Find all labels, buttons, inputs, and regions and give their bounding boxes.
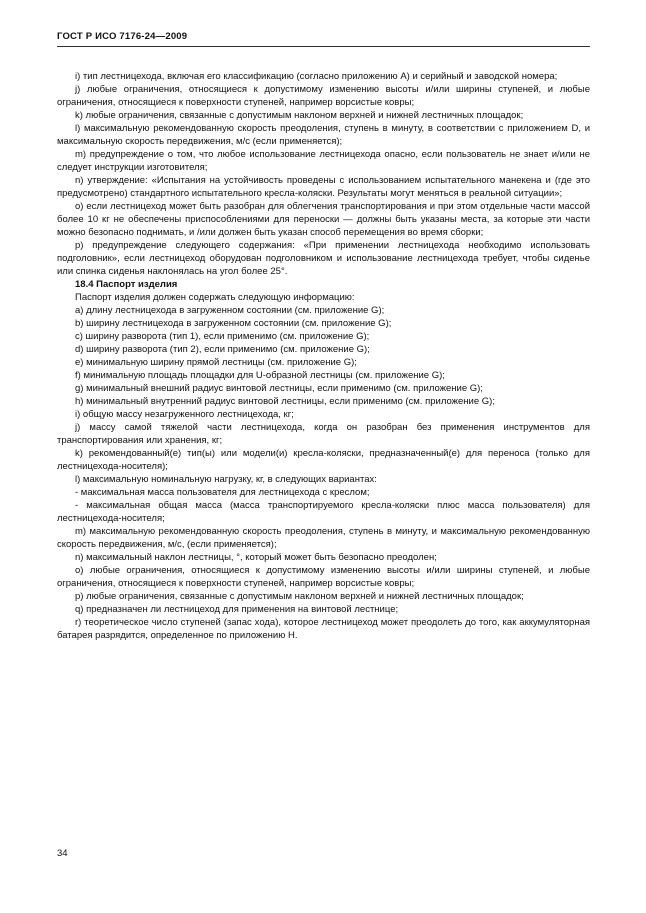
spec-item-o: o) любые ограничения, относящиеся к допустимому изменению высоты и/или ширины ступеней, и любые ограничения, относящиеся к поверхности ступеней, например ворсистые ковры; [57, 565, 590, 589]
spec-item-l: l) максимальную номинальную нагрузку, кг, в следующих вариантах: [75, 474, 377, 485]
marking-item-p: p) предупреждение следующего содержания: «При применении лестницехода необходимо использовать подголовник», если лестницеход оборудован подголовником и использование лестницехода требует, чтобы сиденье или спинка сиденья наклонялась на угол более 25°. [57, 240, 590, 277]
document-body [57, 70, 590, 642]
page-footer [57, 848, 68, 859]
spec-item-m: m) максимальную рекомендованную скорость преодоления, ступень в минуту, и максимальную рекомендованную скорость передвижения, м/с, (если применяется); [57, 526, 590, 550]
page-header [57, 31, 590, 47]
spec-item-f: f) минимальную площадь площадки для U-образной лестницы (см. приложение G); [75, 370, 445, 381]
marking-item-k: k) любые ограничения, связанные с допустимым наклоном верхней и нижней лестничных площадок; [75, 110, 524, 121]
spec-item-g: g) минимальный внешний радиус винтовой лестницы, если применимо (см. приложение G); [75, 383, 483, 394]
standard-designation: ГОСТ Р ИСО 7176-24—2009 [57, 31, 188, 42]
spec-item-l-dash-2: - максимальная общая масса (масса транспортируемого кресла-коляски плюс масса пользователя) для лестницехода-носителя; [57, 500, 590, 524]
spec-item-l-dash-1: - максимальная масса пользователя для лестницехода с креслом; [75, 487, 370, 498]
page-number: 34 [57, 848, 68, 859]
spec-item-k: k) рекомендованный(е) тип(ы) или модели(и) кресла-коляски, предназначенный(е) для переноса (только для лестницехода-носителя); [57, 448, 590, 472]
marking-item-j: j) любые ограничения, относящиеся к допустимому изменению высоты и/или ширины ступеней, и любые ограничения, относящиеся к поверхности ступеней, например ворсистые ковры; [57, 84, 590, 108]
spec-item-i: i) общую массу незагруженного лестницехода, кг; [75, 409, 294, 420]
spec-item-a: a) длину лестницехода в загруженном состоянии (см. приложение G); [75, 305, 385, 316]
marking-item-m: m) предупреждение о том, что любое использование лестницехода опасно, если пользователь не знает и/или не следует инструкции изготовителя; [57, 149, 590, 173]
spec-item-q: q) предназначен ли лестницеход для применения на винтовой лестнице; [75, 604, 399, 615]
section-heading-18-4: 18.4 Паспорт изделия [75, 279, 178, 290]
spec-item-e: e) минимальную ширину прямой лестницы (см. приложение G); [75, 357, 357, 368]
section-intro: Паспорт изделия должен содержать следующую информацию: [75, 292, 355, 303]
spec-item-r: r) теоретическое число ступеней (запас хода), которое лестницеход может преодолеть до того, как аккумуляторная батарея разрядится, определенное по приложению Н. [57, 617, 590, 641]
marking-item-n: n) утверждение: «Испытания на устойчивость проведены с использованием испытательного манекена и (где это предусмотрено) стандартного испытательного кресла-коляски. Результаты могут меняться в реальной ситуации»; [57, 175, 590, 199]
spec-item-h: h) минимальный внутренний радиус винтовой лестницы, если применимо (см. приложение G); [75, 396, 495, 407]
spec-item-j: j) массу самой тяжелой части лестницехода, когда он разобран без применения инструментов для транспортирования или хранения, кг; [57, 422, 590, 446]
spec-item-d: d) ширину разворота (тип 2), если применимо (см. приложение G); [75, 344, 370, 355]
spec-item-p: p) любые ограничения, связанные с допустимым наклоном верхней и нижней лестничных площадок; [75, 591, 524, 602]
marking-item-l: l) максимальную рекомендованную скорость преодоления, ступень в минуту, в соответствии с приложением D, и максимальную скорость передвижения, м/с (если применяется); [57, 123, 590, 147]
spec-item-c: c) ширину разворота (тип 1), если применимо (см. приложение G); [75, 331, 370, 342]
marking-item-i: i) тип лестницехода, включая его классификацию (согласно приложению А) и серийный и заводской номера; [75, 71, 558, 82]
spec-item-n: n) максимальный наклон лестницы, °, который может быть безопасно преодолен; [75, 552, 437, 563]
marking-item-o: o) если лестницеход может быть разобран для облегчения транспортирования и при этом отдельные части массой более 10 кг не обеспечены приспособлениями для переноски — должны быть указаны места, за которые эти части можно безопасно поднимать, и /или должен быть указан способ перемещения во время сборки; [57, 201, 590, 238]
spec-item-b: b) ширину лестницехода в загруженном состоянии (см. приложение G); [75, 318, 392, 329]
